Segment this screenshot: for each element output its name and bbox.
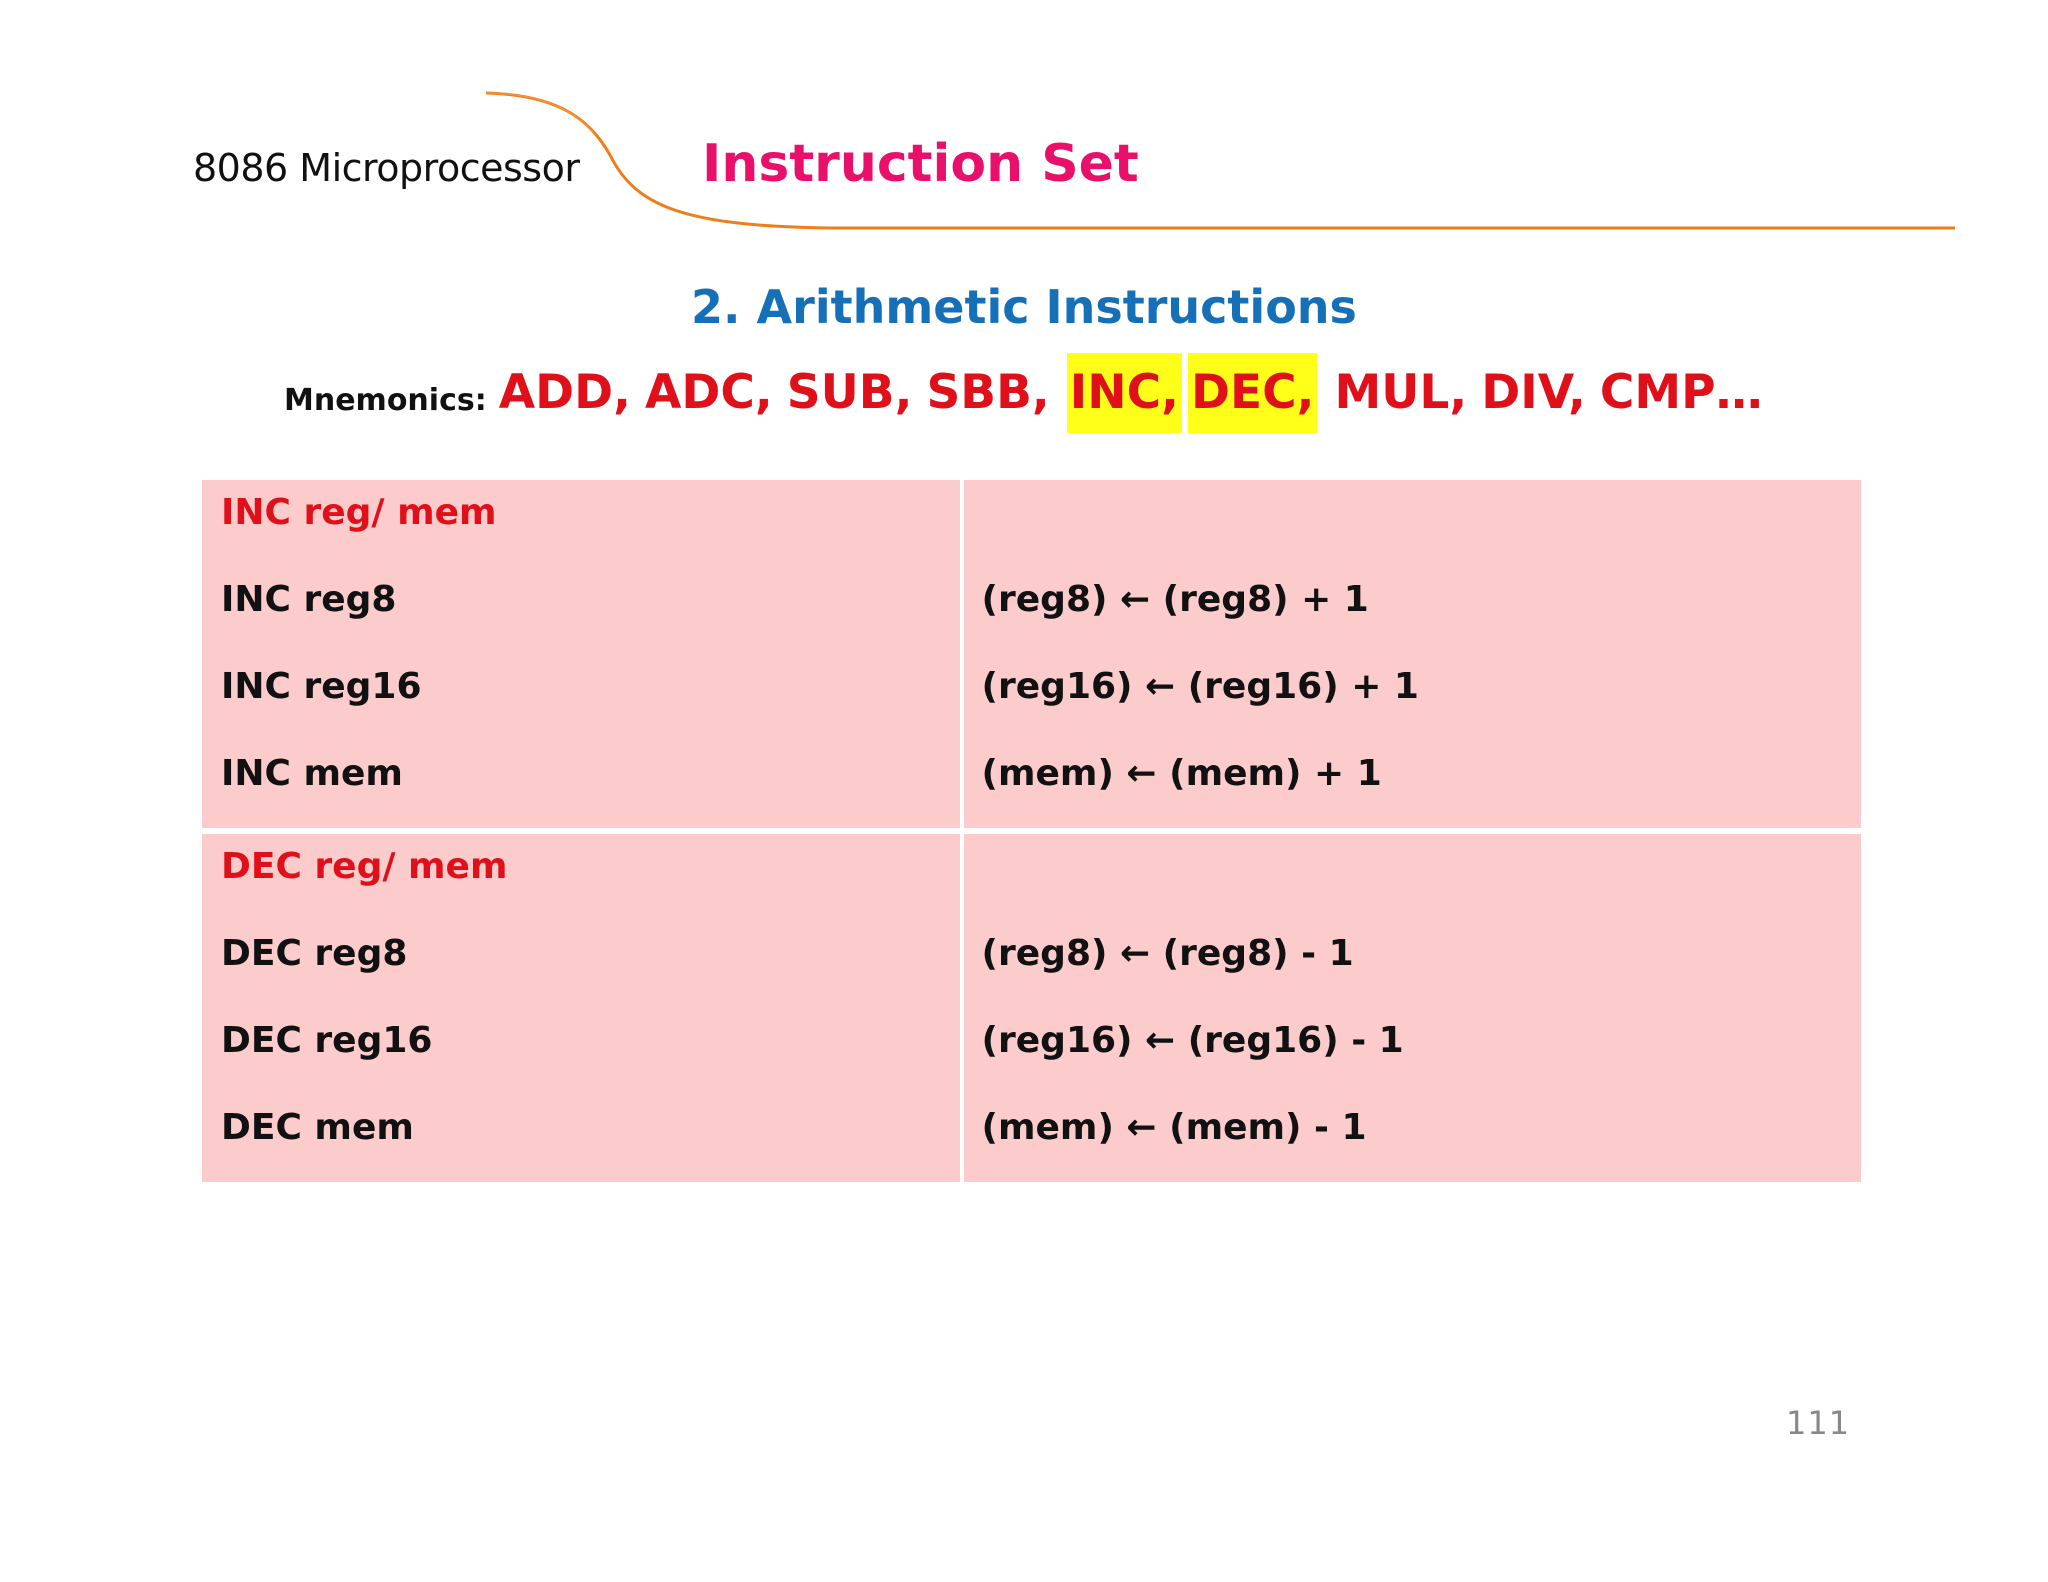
dec-heading: DEC reg/ mem: [221, 846, 508, 887]
mnemonic-adc: ADC,: [644, 365, 773, 420]
mnemonic-add: ADD,: [498, 365, 631, 420]
inc-op-mem: (mem) ← (mem) + 1: [981, 753, 1382, 794]
header-swoosh-decoration: [0, 0, 2048, 260]
mnemonics-label: Mnemonics:: [284, 382, 487, 418]
dec-op-empty: [982, 842, 1861, 929]
mnemonic-cmp: CMP…: [1599, 365, 1763, 420]
inc-instr-reg16: INC reg16: [221, 666, 422, 707]
dec-op-reg8: (reg8) ← (reg8) - 1: [981, 933, 1354, 974]
instruction-table: [202, 480, 1861, 1182]
dec-instr-mem: DEC mem: [221, 1107, 414, 1148]
dec-operations-cell: [964, 834, 1861, 1182]
mnemonic-inc-highlighted: INC,: [1067, 353, 1182, 433]
mnemonics-line: [284, 352, 1763, 434]
mnemonic-dec-highlighted: DEC,: [1188, 353, 1317, 433]
course-title: 8086 Microprocessor: [193, 146, 580, 190]
inc-block: [202, 480, 1861, 828]
inc-instructions-cell: [202, 480, 960, 828]
dec-instr-reg16: DEC reg16: [221, 1020, 433, 1061]
dec-op-reg16: (reg16) ← (reg16) - 1: [981, 1020, 1404, 1061]
inc-instr-mem: INC mem: [221, 753, 403, 794]
inc-op-reg8: (reg8) ← (reg8) + 1: [981, 579, 1369, 620]
inc-op-empty: [982, 488, 1861, 575]
inc-operations-cell: [964, 480, 1861, 828]
dec-instr-reg8: DEC reg8: [221, 933, 408, 974]
slide-section-title: Instruction Set: [702, 134, 1139, 194]
page-number: 111: [1786, 1404, 1851, 1442]
mnemonic-mul: MUL,: [1334, 365, 1468, 420]
mnemonic-sbb: SBB,: [926, 365, 1050, 420]
dec-instructions-cell: [202, 834, 960, 1182]
mnemonic-div: DIV,: [1481, 365, 1586, 420]
inc-instr-reg8: INC reg8: [221, 579, 397, 620]
mnemonic-sub: SUB,: [786, 365, 913, 420]
dec-block: [202, 834, 1861, 1182]
inc-heading: INC reg/ mem: [221, 492, 497, 533]
dec-op-mem: (mem) ← (mem) - 1: [981, 1107, 1367, 1148]
slide-subtitle: 2. Arithmetic Instructions: [691, 280, 1357, 334]
inc-op-reg16: (reg16) ← (reg16) + 1: [981, 666, 1419, 707]
